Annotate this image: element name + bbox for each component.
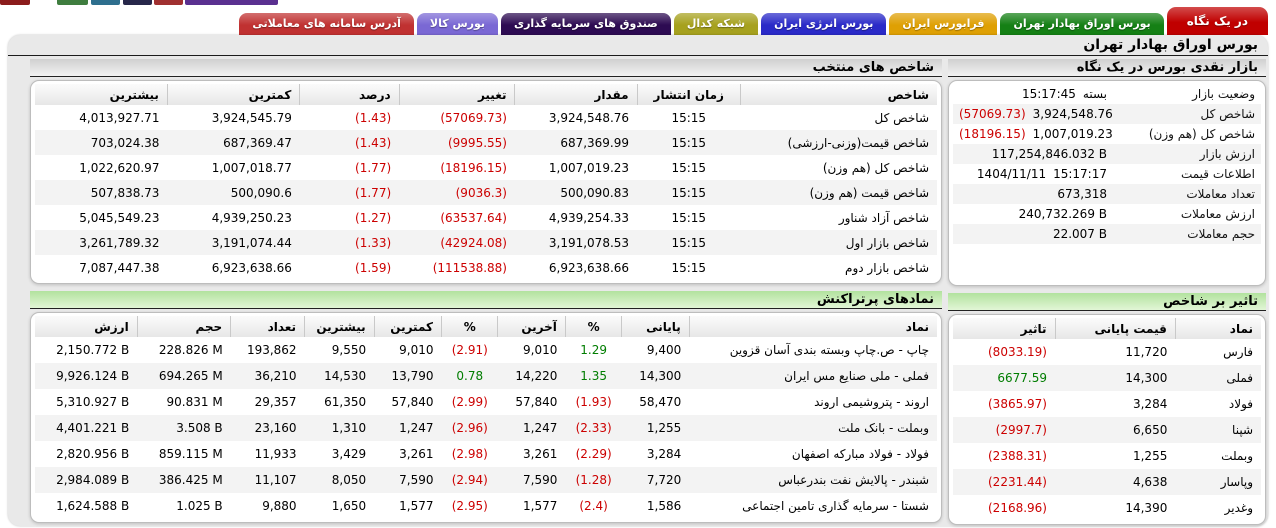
cell: 1,255 [646,421,682,435]
column-header: تغییر [399,84,515,105]
column-header: ارزش [35,316,137,337]
kv-extra: (57069.73) [959,107,1026,121]
kv-row [953,184,1261,204]
kv-value [959,107,1113,121]
cell: 4,401.221 B [56,421,130,435]
cell: (2168.96) [988,501,1047,515]
kv-main: 673,318 [1057,187,1107,201]
cell: 4,013,927.71 [79,110,160,125]
column-header: بیشترین [305,316,375,337]
cell: 8,050 [331,473,367,487]
cell: 9,550 [331,343,367,357]
cell: (2.99) [451,395,488,409]
cell: 15:15 [671,185,707,200]
cell: 15:15 [671,110,707,125]
cell: (2.29) [575,447,612,461]
cell: 57,840 [391,395,434,409]
page-title: بورس اوراق بهادار تهران [8,35,1268,56]
cell: 7,590 [523,473,558,487]
cell: 90.831 M [166,395,223,409]
cell: 4,939,254.33 [548,210,630,225]
cell: (63537.64) [440,210,507,225]
kv-value [959,147,1107,161]
cell: (1.77) [355,160,392,175]
cell: (8033.19) [988,345,1047,359]
cell: 57,840 [515,395,558,409]
cell: 11,933 [254,447,297,461]
kv-label: ارزش معاملات [1180,207,1255,221]
symbol-link[interactable]: فملی [1226,371,1253,385]
kv-row [953,124,1261,144]
cell: 5,310.927 B [56,395,130,409]
cell: 14,390 [1125,501,1168,515]
kv-main: 117,254,846.032 B [991,147,1107,161]
cell: 1.29 [580,343,607,357]
header-row [35,316,937,337]
cell: 36,210 [254,369,297,383]
column-header: نماد [1175,318,1261,339]
table-row [35,105,937,130]
cell: (1.27) [355,210,392,225]
symbol-link[interactable]: وبملت [1221,449,1253,463]
symbol-link[interactable]: چاپ - ص.چاپ وبسته بندی آسان قزوین [729,343,929,357]
symbol-link[interactable]: شاخص کل (هم وزن) [822,160,929,175]
cell: (3865.97) [988,397,1047,411]
kv-extra: 1404/11/11 [976,167,1047,181]
column-header: حجم [137,316,230,337]
cell: 3,284 [646,447,682,461]
kv-value [959,227,1107,241]
cell: 1,247 [399,421,434,435]
column-header: تاثیر [953,318,1055,339]
cell: 1,586 [646,499,682,513]
most-active-panel [30,312,942,523]
cell: 3,261,789.32 [79,235,160,250]
tab-funds[interactable]: صندوق های سرمایه گذاری [501,13,671,35]
cell: 1,577 [399,499,434,513]
cell: (9995.55) [447,135,507,150]
side-column [948,56,1266,525]
index-impact-title: تاثیر بر شاخص [948,293,1266,311]
kv-value [959,127,1113,141]
tab-commodity[interactable]: بورس کالا [417,13,498,35]
cell: 3,261 [399,447,434,461]
selected-indices-panel [30,80,942,284]
cell: 14,220 [515,369,558,383]
kv-value [959,87,1107,101]
column-header: مقدار [515,84,637,105]
cell: 3,191,074.44 [211,235,292,250]
cell: 2,150.772 B [56,343,130,357]
cell: 507,838.73 [90,185,160,200]
cell: 2,820.956 B [56,447,130,461]
cell: (57069.73) [440,110,507,125]
kv-label: حجم معاملات [1187,227,1255,241]
symbol-link[interactable]: فارس [1223,345,1253,359]
cell: (1.33) [355,235,392,250]
cell: (1.59) [355,260,392,275]
table-row [953,339,1261,365]
cell: (2.98) [451,447,488,461]
most-active-title: نمادهای پرتراکنش [30,291,942,309]
cell: 3,261 [523,447,558,461]
table-row [35,205,937,230]
cell: 15:15 [671,235,707,250]
cell: 14,300 [639,369,682,383]
cell: 228.826 M [158,343,223,357]
cell: 11,107 [254,473,297,487]
kv-label: ارزش بازار [1199,147,1255,161]
cell: 9,010 [399,343,434,357]
market-overview-panel [948,80,1266,286]
symbol-link[interactable]: وپاسار [1220,475,1253,489]
column-header: کمترین [167,84,299,105]
cell: 13,790 [391,369,434,383]
header-row [953,318,1261,339]
tab-overview[interactable]: در یک نگاه [1167,7,1268,35]
kv-label: شاخص کل [1200,107,1255,121]
selected-indices-table [35,84,937,280]
tab-codal[interactable]: شبکه کدال [674,13,758,35]
kv-extra: (18196.15) [959,127,1026,141]
kv-label: تعداد معاملات [1186,187,1255,201]
selected-indices-title: شاخص های منتخب [30,59,942,77]
cell: 6,650 [1132,423,1168,437]
cell: 9,010 [523,343,558,357]
cell: 3,924,545.79 [211,110,292,125]
kv-main: بسته [1082,87,1107,101]
symbol-link[interactable]: شاخص کل [874,110,929,125]
symbol-link[interactable]: شبندر - پالایش نفت بندرعباس [778,473,929,487]
symbol-link[interactable]: فولاد - فولاد مبارکه اصفهان [791,447,929,461]
column-header: قیمت پایانی [1055,318,1175,339]
cell: 1,007,019.23 [548,160,630,175]
cell: 15:15 [671,135,707,150]
cell: 61,350 [324,395,367,409]
cell: 7,720 [646,473,682,487]
cell: 500,090.83 [560,185,630,200]
cell: 687,369.47 [223,135,292,150]
symbol-link[interactable]: شستا - سرمایه گذاری تامین اجتماعی [742,499,929,513]
kv-label: اطلاعات قیمت [1180,167,1255,181]
cell: (2.4) [579,499,608,513]
cell: 5,045,549.23 [79,210,160,225]
cell: (1.28) [575,473,612,487]
cell: 6,923,638.66 [211,260,292,275]
cell: 1.025 B [176,499,223,513]
cell: (1.43) [355,110,392,125]
column-header: بیشترین [35,84,167,105]
table-row [35,180,937,205]
cell: 9,926.124 B [56,369,130,383]
kv-main: 15:17:17 [1053,167,1107,181]
table-row [35,255,937,280]
symbol-link[interactable]: فولاد [1228,397,1253,411]
symbol-link[interactable]: شپنا [1232,423,1253,437]
cell: 3,284 [1132,397,1168,411]
table-row [35,155,937,180]
cell: 15:15 [671,210,707,225]
cell: 694.265 M [158,369,223,383]
main-container [8,35,1268,526]
table-row [35,337,937,363]
cell: 29,357 [254,395,297,409]
cell: 1,007,018.77 [211,160,292,175]
cell: 703,024.38 [90,135,160,150]
cell: (2997.7) [995,423,1047,437]
kv-main: 240,732.269 B [1018,207,1107,221]
tab-bar [8,5,1268,35]
cell: (2.95) [451,499,488,513]
cell: (2388.31) [988,449,1047,463]
cell: 1,310 [331,421,367,435]
cell: 1.35 [580,369,607,383]
tab-tse[interactable]: بورس اوراق بهادار تهران [1000,13,1163,35]
table-row [35,363,937,389]
column-header: پایانی [622,316,689,337]
kv-value [959,167,1107,181]
cell: (9036.3) [455,185,507,200]
symbol-link[interactable]: فملی - ملی صنایع مس ایران [784,369,929,383]
cell: 3.508 B [176,421,223,435]
kv-label: وضعیت بازار [1192,87,1255,101]
column-header: زمان انتشار [637,84,740,105]
cell: 7,087,447.38 [79,260,160,275]
column-header: شاخص [740,84,937,105]
column-header: نماد [689,316,937,337]
cell: (2.33) [575,421,612,435]
cell: (1.93) [575,395,612,409]
table-row [35,493,937,519]
kv-value [959,187,1107,201]
cell: 386.425 M [158,473,223,487]
cell: 14,300 [1125,371,1168,385]
cell: (2231.44) [988,475,1047,489]
cell: 6677.59 [997,371,1047,385]
table-row [953,495,1261,521]
cell: 4,939,250.23 [211,210,292,225]
cell: 3,924,548.76 [548,110,630,125]
cell: 2,984.089 B [56,473,130,487]
index-impact-panel [948,314,1266,525]
tab-addresses[interactable]: آدرس سامانه های معاملاتی [239,13,414,35]
main-column [10,56,942,525]
kv-main: 22.007 B [1052,227,1107,241]
market-overview-title: بازار نقدی بورس در یک نگاه [948,59,1266,77]
symbol-link[interactable]: شاخص قیمت(وزنی-ارزشی) [787,135,929,150]
symbol-link[interactable]: وغدیر [1224,501,1253,515]
tab-energy[interactable]: بورس انرژی ایران [761,13,886,35]
table-row [35,389,937,415]
cell: 193,862 [246,343,297,357]
kv-row [953,144,1261,164]
cell: (42924.08) [440,235,507,250]
column-header: آخرین [498,316,565,337]
kv-row [953,84,1261,104]
kv-row [953,164,1261,184]
cell: 1,577 [523,499,558,513]
symbol-link[interactable]: شاخص آزاد شناور [838,210,929,225]
kv-value [959,207,1107,221]
kv-row [953,204,1261,224]
table-row [35,415,937,441]
cell: 15:15 [671,260,707,275]
cell: (2.94) [451,473,488,487]
table-row [953,391,1261,417]
cell: 6,923,638.66 [548,260,630,275]
table-row [953,443,1261,469]
symbol-link[interactable]: شاخص بازار دوم [845,260,929,275]
column-header: کمترین [374,316,441,337]
symbol-link[interactable]: شاخص قیمت (هم وزن) [809,185,929,200]
table-row [35,130,937,155]
cell: 1,255 [1132,449,1168,463]
cell: 11,720 [1125,345,1168,359]
cell: 687,369.99 [560,135,630,150]
most-active-table [35,316,937,519]
kv-extra: 15:17:45 [1021,87,1076,101]
cell: 9,400 [646,343,682,357]
cell: (111538.88) [432,260,507,275]
cell: 3,191,078.53 [548,235,630,250]
cell: 15:15 [671,160,707,175]
cell: (2.91) [451,343,488,357]
cell: 4,638 [1132,475,1168,489]
index-impact-table [953,318,1261,521]
table-row [35,441,937,467]
cell: 23,160 [254,421,297,435]
cell: (1.77) [355,185,392,200]
cell: (18196.15) [440,160,507,175]
cell: 859.115 M [158,447,223,461]
table-row [953,417,1261,443]
table-row [953,469,1261,495]
table-row [35,230,937,255]
column-header: درصد [300,84,399,105]
cell: 3,429 [331,447,367,461]
cell: (2.96) [451,421,488,435]
cell: 500,090.6 [230,185,292,200]
column-header: % [441,316,498,337]
cell: (1.43) [355,135,392,150]
cell: 58,470 [639,395,682,409]
cell: 1,624.588 B [56,499,130,513]
kv-main: 3,924,548.76 [1032,107,1113,121]
symbol-link[interactable]: شاخص بازار اول [845,235,929,250]
cell: 7,590 [399,473,434,487]
kv-main: 1,007,019.23 [1032,127,1113,141]
symbol-link[interactable]: وبملت - بانک ملت [838,421,929,435]
cell: 9,880 [262,499,297,513]
header-row [35,84,937,105]
table-row [953,365,1261,391]
table-row [35,467,937,493]
cell: 1,022,620.97 [79,160,160,175]
kv-label: شاخص کل (هم وزن) [1148,127,1255,141]
cell: 1,650 [331,499,367,513]
column-header: % [565,316,622,337]
content [8,56,1268,525]
kv-row [953,104,1261,124]
symbol-link[interactable]: اروند - پتروشیمی اروند [814,395,929,409]
column-header: تعداد [231,316,305,337]
tab-farabourse[interactable]: فرابورس ایران [889,13,997,35]
kv-row [953,224,1261,244]
cell: 1,247 [523,421,558,435]
cell: 0.78 [456,369,484,383]
cell: 14,530 [324,369,367,383]
